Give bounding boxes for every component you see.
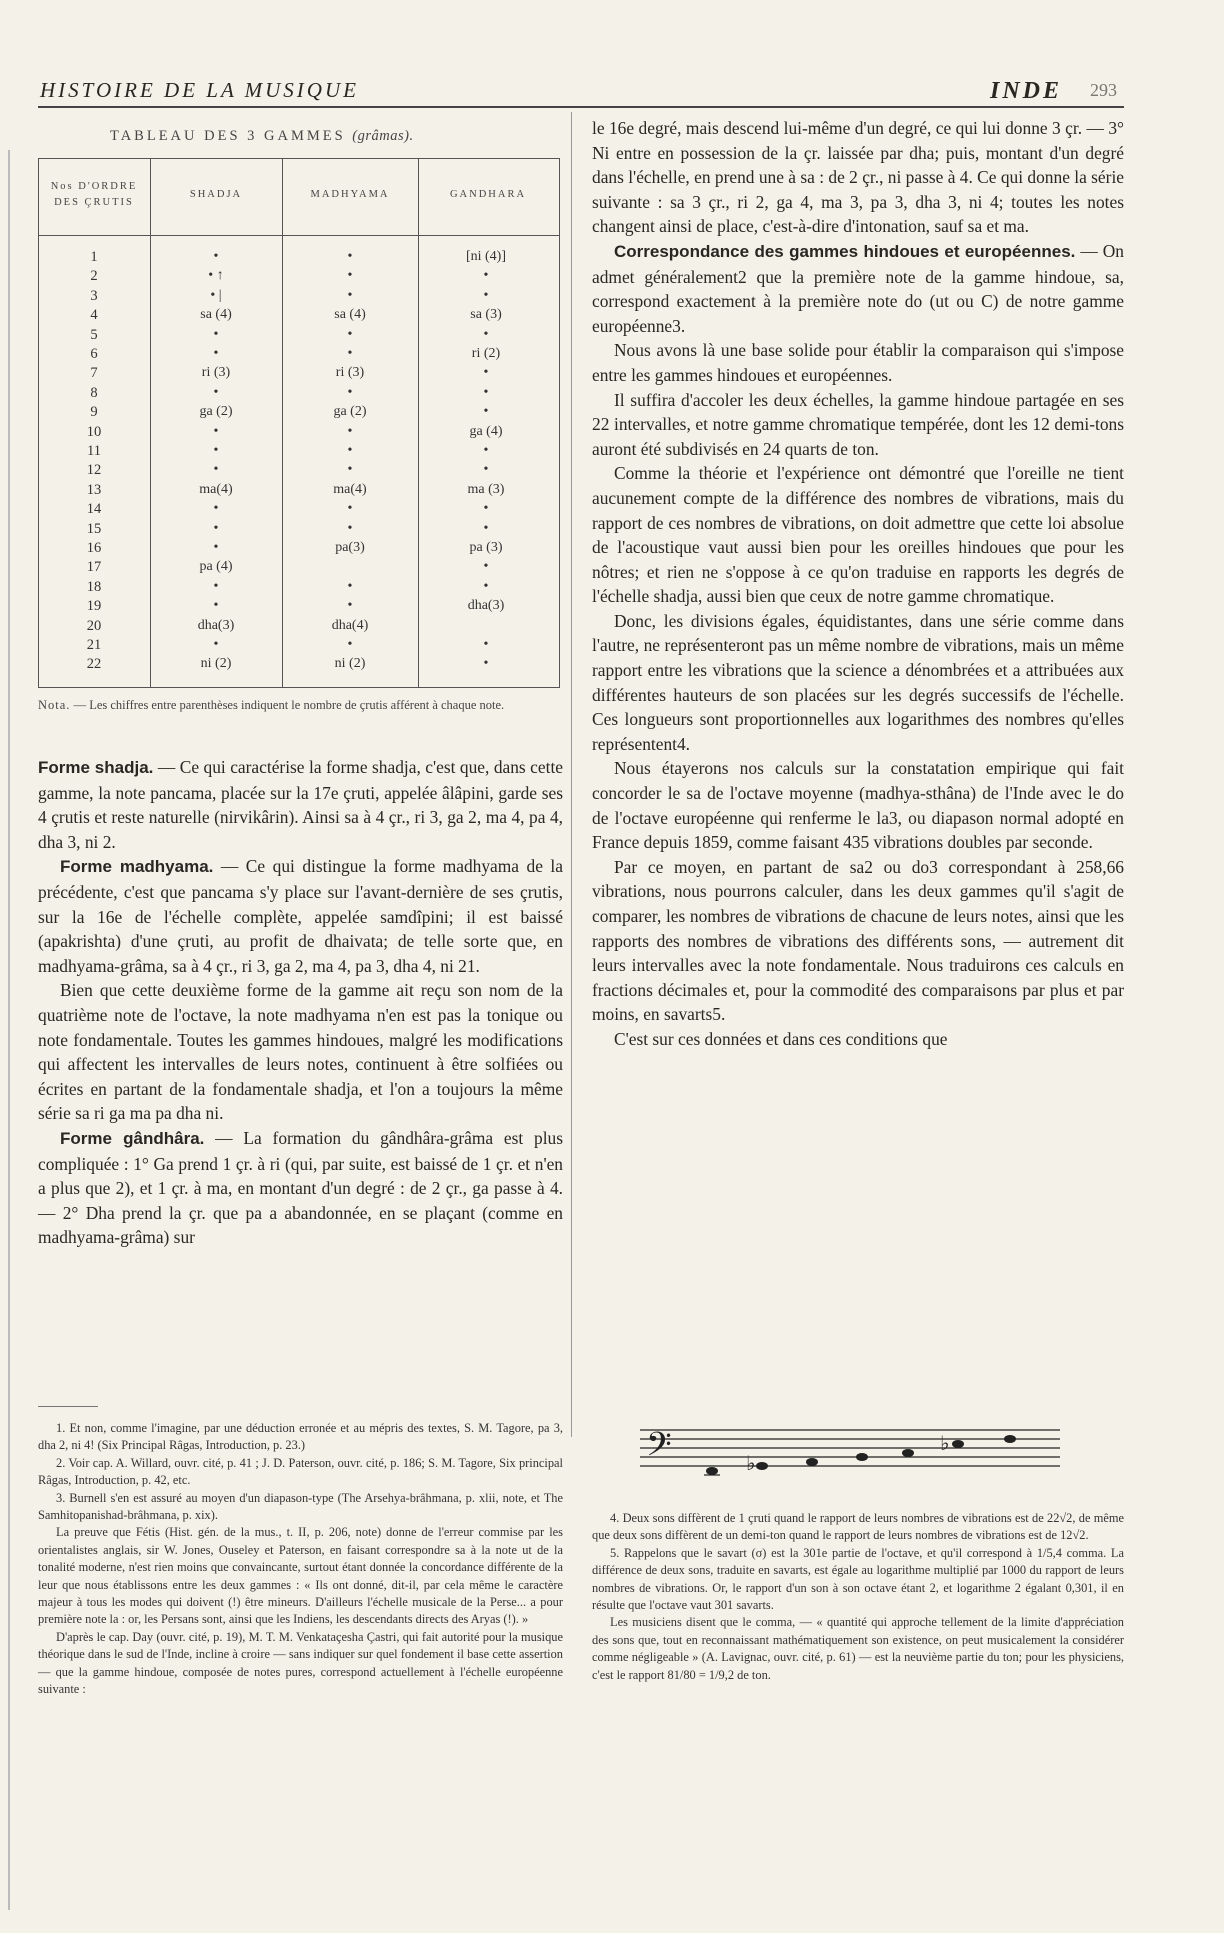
table-vline (418, 159, 419, 687)
crutis-number: 2 (90, 268, 98, 285)
heading-madhyama: Forme madhyama. (60, 857, 214, 877)
paragraph-shadja (38, 755, 563, 854)
shadja-cell: • (213, 637, 219, 652)
header-gandhara: GANDHARA (449, 189, 527, 200)
gandhara-cell: • (483, 656, 489, 672)
text-gandhara: — La formation du gândhâra-grâma est plus compliquée : 1° Ga prend 1 çr. à ri (qui, par suite, est baissé de 1 çr. et n'en a plus que 2), et 1 çr. à ma, en montant d'un degré : de 2 çr., ga passe à 4. — 2° Dha prend la çr. que pa a abandonnée, en se plaçant (comme en madhyama-grâma) sur (38, 1127, 563, 1248)
shadja-cell: • (213, 423, 219, 439)
paragraph-3: Il suffira d'accoler les deux échelles, la gamme hindoue partagée en ses 22 intervalles, et notre gamme chromatique tempérée, dont les 12 demi-tons auront été subdivisés en 24 quarts de ton. (592, 389, 1124, 459)
madhyama-cell: sa (4) (334, 307, 366, 323)
crutis-number: 11 (87, 443, 101, 459)
madhyama-cell: • (347, 443, 353, 458)
gandhara-cell: • (483, 443, 489, 458)
note-5 (902, 1449, 914, 1457)
crutis-number: 4 (90, 307, 98, 324)
footnote-separator (38, 1406, 98, 1407)
musical-staff (640, 1418, 1060, 1488)
paragraph-gandhara (38, 1126, 563, 1250)
table-header (39, 159, 559, 236)
crutis-number: 7 (90, 365, 98, 382)
shadja-cell: ga (2) (199, 404, 233, 420)
gandhara-cell: sa (3) (470, 307, 502, 323)
table-note (38, 697, 563, 714)
crutis-number: 6 (90, 346, 98, 362)
gandhara-cell: • (483, 501, 489, 517)
gandhara-cell: • (483, 520, 489, 536)
gandhara-cell: ga (4) (469, 423, 503, 439)
paragraph-7: Par ce moyen, en partant de sa2 ou do3 correspondant à 258,66 vibrations, nous pourrons calculer, dans les deux gammes qu'il s'agit de comparer, les nombres de vibrations de chacune de leurs notes, ainsi que les rapports des nombres de vibrations des différents sons, — autrement dit leurs intervalles avec la note fondamentale. Nous traduirons ces calculs en fractions décimales et, pour la commodité des comparaisons par plus et par moins, en savarts5. (592, 856, 1124, 1025)
note-7 (1004, 1435, 1016, 1443)
footnote-1: 1. Et non, comme l'imagine, par une déduction erronée et au mépris des textes, S. M. Tagore, pa 3, dha 2, ni 4! (Six Principal Râgas, Introduction, p. 23.) (38, 1421, 563, 1453)
paragraph-continued: le 16e degré, mais descend lui-même d'un degré, ce qui lui donne 3 çr. — 3° Ni entre en possession de la çr. laissée par dha; puis, montant d'un degré dans l'échelle, en prend une à sa : de 2 çr., ni passe à 4. Ce qui donne la série suivante : sa 3 çr., ri 2, ga 4, ma 3, pa 3, dha 3, ni 4; toutes les notes changent ainsi de place, c'est-à-dire d'intonation, sauf sa et ma. (592, 118, 1124, 237)
paragraph-bien: Bien que cette deuxième forme de la gamme ait reçu son nom de la quatrième note de l'octave, la note madhyama n'en est pas la tonique ou note fondamentale. Toutes les gammes hindoues, malgré les modifications qui affectent les intervalles de leurs notes, continuent à être solfiées ou écrites en partant de la fondamentale shadja, et l'on a toujours la même série sa ri ga ma pa dha ni. (38, 980, 563, 1124)
text-correspondance: — On admet généralement2 que la première note de la gamme hindoue, sa, correspond exactement à la première note do (ut ou C) de notre gamme européenne3. (592, 240, 1124, 336)
madhyama-cell: ni (2) (334, 656, 366, 672)
table-caption-main: TABLEAU DES 3 GAMMES (110, 128, 346, 144)
crutis-number: 16 (86, 540, 102, 556)
note-1 (706, 1467, 718, 1475)
crutis-number: 5 (90, 326, 98, 343)
shadja-cell: • (213, 501, 219, 517)
shadja-cell: ri (3) (201, 365, 231, 381)
heading-shadja: Forme shadja. (38, 758, 154, 777)
crutis-number: 3 (90, 287, 98, 304)
footnote-2: 2. Voir cap. A. Willard, ouvr. cité, p. 41 ; J. D. Paterson, ouvr. cité, p. 186; S. M. Tagore, Six principal Râgas, Introduction, p. 42, etc. (38, 1455, 563, 1488)
paragraph-correspondance (592, 239, 1124, 338)
header-rule (38, 106, 1124, 108)
shadja-cell: • (213, 443, 219, 458)
shadja-cell: • (213, 462, 219, 478)
crutis-number: 21 (86, 637, 102, 653)
right-column (592, 116, 1124, 1052)
gandhara-cell: • (483, 462, 489, 478)
heading-correspondance: Correspondance des gammes hindoues et européennes. (614, 241, 1076, 261)
shadja-cell: • ↑ (208, 268, 224, 284)
shadja-cell: pa (4) (199, 559, 233, 575)
madhyama-cell: ma(4) (333, 481, 367, 497)
running-title: HISTOIRE DE LA MUSIQUE (40, 78, 359, 102)
madhyama-cell: • (347, 384, 353, 400)
madhyama-cell: • (347, 287, 353, 303)
gandhara-cell: • (483, 287, 489, 303)
crutis-number: 10 (86, 423, 102, 440)
paragraph-6: Nous étayerons nos calculs sur la constatation empirique qui fait concorder le sa de l'octave moyenne (madhya-sthâna) de l'Inde avec le do de l'octave européenne qui renferme le la3, ou diapason normal adopté en France depuis 1859, comme faisant 435 vibrations doubles par seconde. (592, 758, 1124, 853)
madhyama-cell: ri (3) (335, 365, 365, 381)
shadja-cell: • (213, 326, 219, 342)
madhyama-cell: • (347, 268, 353, 284)
madhyama-cell: pa(3) (335, 540, 365, 555)
crutis-number: 17 (86, 559, 102, 576)
footnote-5: 5. Rappelons que le savart (σ) est la 301e partie de l'octave, et qu'il correspond à 1/5,4 comma. La différence de deux sons, traduite en savarts, est égale au logarithme multiplié par 1000 du rapport de leurs nombres de vibrations. Or, le rapport d'un son à son octave étant 2, et logarithme 2 égalant 0,301, il en résulte que l'octave vaut 301 savarts. (592, 1545, 1124, 1613)
gandhara-cell: • (483, 559, 489, 575)
heading-gandhara: Forme gândhâra. (60, 1128, 205, 1148)
paragraph-4: Comme la théorie et l'expérience ont démontré que l'oreille ne tient aucunement compte de la différence des nombres de vibrations, mais du rapport de ces nombres de vibrations, on doit admettre que cette loi absolue de l'acoustique vaut aussi bien pour les oreilles hindoues que pour les nôtres; et rien ne s'oppose à ce qu'on traduise en rapports les degrés de l'échelle shadja, aussi bien que ceux de notre gamme chromatique. (592, 463, 1124, 607)
crutis-number: 13 (86, 481, 102, 498)
shadja-cell: • (213, 540, 219, 555)
madhyama-cell: • (347, 249, 353, 264)
gandhara-cell: • (483, 578, 489, 594)
paragraph-madhyama (38, 854, 563, 978)
madhyama-cell: • (347, 520, 353, 536)
note-4 (856, 1453, 868, 1461)
footnotes-right (592, 1510, 1124, 1684)
madhyama-cell: ga (2) (333, 404, 367, 420)
column-divider (571, 112, 572, 1437)
gandhara-cell: pa (3) (469, 540, 503, 555)
shadja-cell: ma(4) (199, 481, 233, 497)
gandhara-cell: • (483, 404, 489, 420)
gandhara-cell: • (483, 365, 489, 381)
nota-text: — Les chiffres entre parenthèses indiquent le nombre de çrutis afférent à chaque note. (70, 698, 505, 712)
gandhara-cell: ri (2) (471, 346, 501, 361)
nota-label: Nota. (38, 698, 71, 712)
header-madhyama: MADHYAMA (310, 189, 390, 200)
shadja-cell: • (213, 598, 219, 614)
madhyama-cell: • (347, 462, 353, 478)
shadja-cell: • (213, 249, 219, 264)
shadja-cell: • (213, 578, 219, 594)
table-caption-italic: (grâmas). (352, 128, 414, 144)
footnotes-left (38, 1420, 563, 1699)
crutis-number: 19 (86, 598, 102, 615)
text-madhyama: — Ce qui distingue la forme madhyama de la précédente, c'est que pancama s'y place sur l'avant-dernière de ses çrutis, sur la 16e de l'échelle complète, appelée samdîpini; il est baissé (apakrishta) d'une çruti, au profit de dhaivata; de telle sorte que, en madhyama-grâma, sa à 4 çr., ri 3, ga 2, ma 4, pa 3, dha 4, ni 21. (38, 856, 563, 976)
madhyama-cell: dha(4) (331, 617, 369, 633)
crutis-number: 18 (86, 578, 102, 595)
table-caption (110, 128, 414, 145)
madhyama-cell: • (347, 423, 353, 439)
paragraph-5: Donc, les divisions égales, équidistantes, dans une série comme dans l'autre, ne représenteront pas un même nombre de vibrations, mais un même rapport entre les vibrations que la science a dénombrées et a attribuées aux différentes hauteurs de son placées sur les degrés successifs de l'échelle. Ces longueurs sont proportionnelles aux logarithmes des nombres qu'elles représentent4. (592, 610, 1124, 754)
madhyama-cell: • (347, 326, 353, 342)
page-edge-line (8, 150, 10, 1910)
gandhara-cell: [ni (4)] (465, 249, 507, 264)
shadja-cell: • | (210, 287, 222, 303)
shadja-cell: ni (2) (200, 656, 232, 672)
footnote-5-comma: Les musiciens disent que le comma, — « quantité qui approche tellement de la limite d'appréciation des sons que, tout en reconnaissant mathématiquement son existence, on peut musicalement la considérer comme négligeable » (A. Lavignac, ouvr. cité, p. 61) — est la neuvième partie du ton; pour les physiciens, c'est le rapport 81/80 = 1/9,2 de ton. (592, 1615, 1124, 1682)
text-shadja: — Ce qui caractérise la forme shadja, c'est que, dans cette gamme, la note pancama, placée sur la 17e çruti, appelée âlâpini, garde ses 4 çrutis et reste naturelle (nirvikârin). Ainsi sa à 4 çr., ri 3, ga 2, ma 4, pa 4, dha 3, ni 2. (38, 757, 563, 852)
gandhara-cell: • (483, 637, 489, 652)
gandhara-cell: dha(3) (467, 598, 505, 614)
crutis-number: 12 (86, 462, 102, 479)
gandhara-cell: • (483, 326, 489, 342)
crutis-number: 20 (86, 617, 102, 634)
shadja-cell: dha(3) (197, 617, 235, 633)
flat-note-6: ♭ (940, 1431, 950, 1455)
shadja-cell: • (213, 520, 219, 536)
staff-svg (640, 1418, 1060, 1488)
header-shadja: SHADJA (189, 189, 243, 200)
crutis-number: 1 (90, 249, 98, 265)
crutis-number: 9 (90, 404, 98, 421)
bass-clef-icon (646, 1426, 672, 1472)
svg-text:𝄢: 𝄢 (646, 1426, 672, 1472)
shadja-cell: • (213, 384, 219, 400)
gandhara-cell: • (483, 384, 489, 400)
madhyama-cell: • (347, 578, 353, 594)
flat-note-2: ♭ (746, 1451, 756, 1475)
madhyama-cell: • (347, 598, 353, 614)
header-crutis: Nos D'ORDRE DES ÇRUTIS (50, 181, 138, 208)
page-number: 293 (1090, 80, 1117, 100)
gandhara-cell: ma (3) (467, 481, 505, 497)
paragraph-2: Nous avons là une base solide pour établir la comparaison qui s'impose entre les gammes hindoues et européennes. (592, 340, 1124, 385)
crutis-number: 22 (86, 656, 102, 673)
shadja-cell: sa (4) (200, 307, 232, 323)
paragraph-8: C'est sur ces données et dans ces conditions que (614, 1028, 948, 1049)
footnote-4: 4. Deux sons diffèrent de 1 çruti quand le rapport de leurs nombres de vibrations est de 22√2, de même que deux sons diffèrent de un demi-ton quand le rapport de leurs nombres de vibrations est de 12√2. (592, 1511, 1124, 1543)
madhyama-cell: • (347, 346, 353, 361)
crutis-number: 8 (90, 384, 98, 401)
gandhara-cell: • (483, 268, 489, 284)
shadja-cell: • (213, 346, 219, 361)
footnote-3-day: D'après le cap. Day (ouvr. cité, p. 19), M. T. M. Venkataçesha Çastri, qui fait autorité pour la musique théorique dans le sud de l'Inde, incline à croire — sans indiquer sur quel fondement il base cette assertion — que la gamme hindoue, composée de notes pures, correspond actuellement à l'échelle européenne suivante : (38, 1629, 563, 1697)
crutis-number: 14 (86, 501, 102, 518)
crutis-number: 15 (86, 520, 102, 537)
footnote-3-fetis: La preuve que Fétis (Hist. gén. de la mus., t. II, p. 206, note) donne de l'erreur commise par les orientalistes anglais, sir W. Jones, Ouseley et Paterson, en faisant correspondre sa à la note ut de la tonalité moderne, n'est rien moins que convaincante, surtout étant donnée la concordance différente de la leur que nous établissons entre les deux gammes : « Ils ont donné, dit-il, par cela même le caractère majeur à tous les modes qui doivent (!) être mineurs. D'ailleurs l'échelle musicale de la Perse... a pour première note la : or, les Persans sont, ainsi que les Indiens, les descendants directs des Aryas (!). » (38, 1525, 563, 1627)
note-3 (806, 1458, 818, 1466)
footnote-3: 3. Burnell s'en est assuré au moyen d'un diapason-type (The Arsehya-brâhmana, p. xlii, note, et The Samhitopanishad-brâhmana, p. xix). (38, 1490, 563, 1523)
gammes-table (38, 158, 560, 688)
table-vline (282, 159, 283, 687)
section-title: INDE (990, 78, 1063, 104)
madhyama-cell: • (347, 501, 353, 517)
left-column (38, 755, 563, 1250)
madhyama-cell: • (347, 637, 353, 652)
